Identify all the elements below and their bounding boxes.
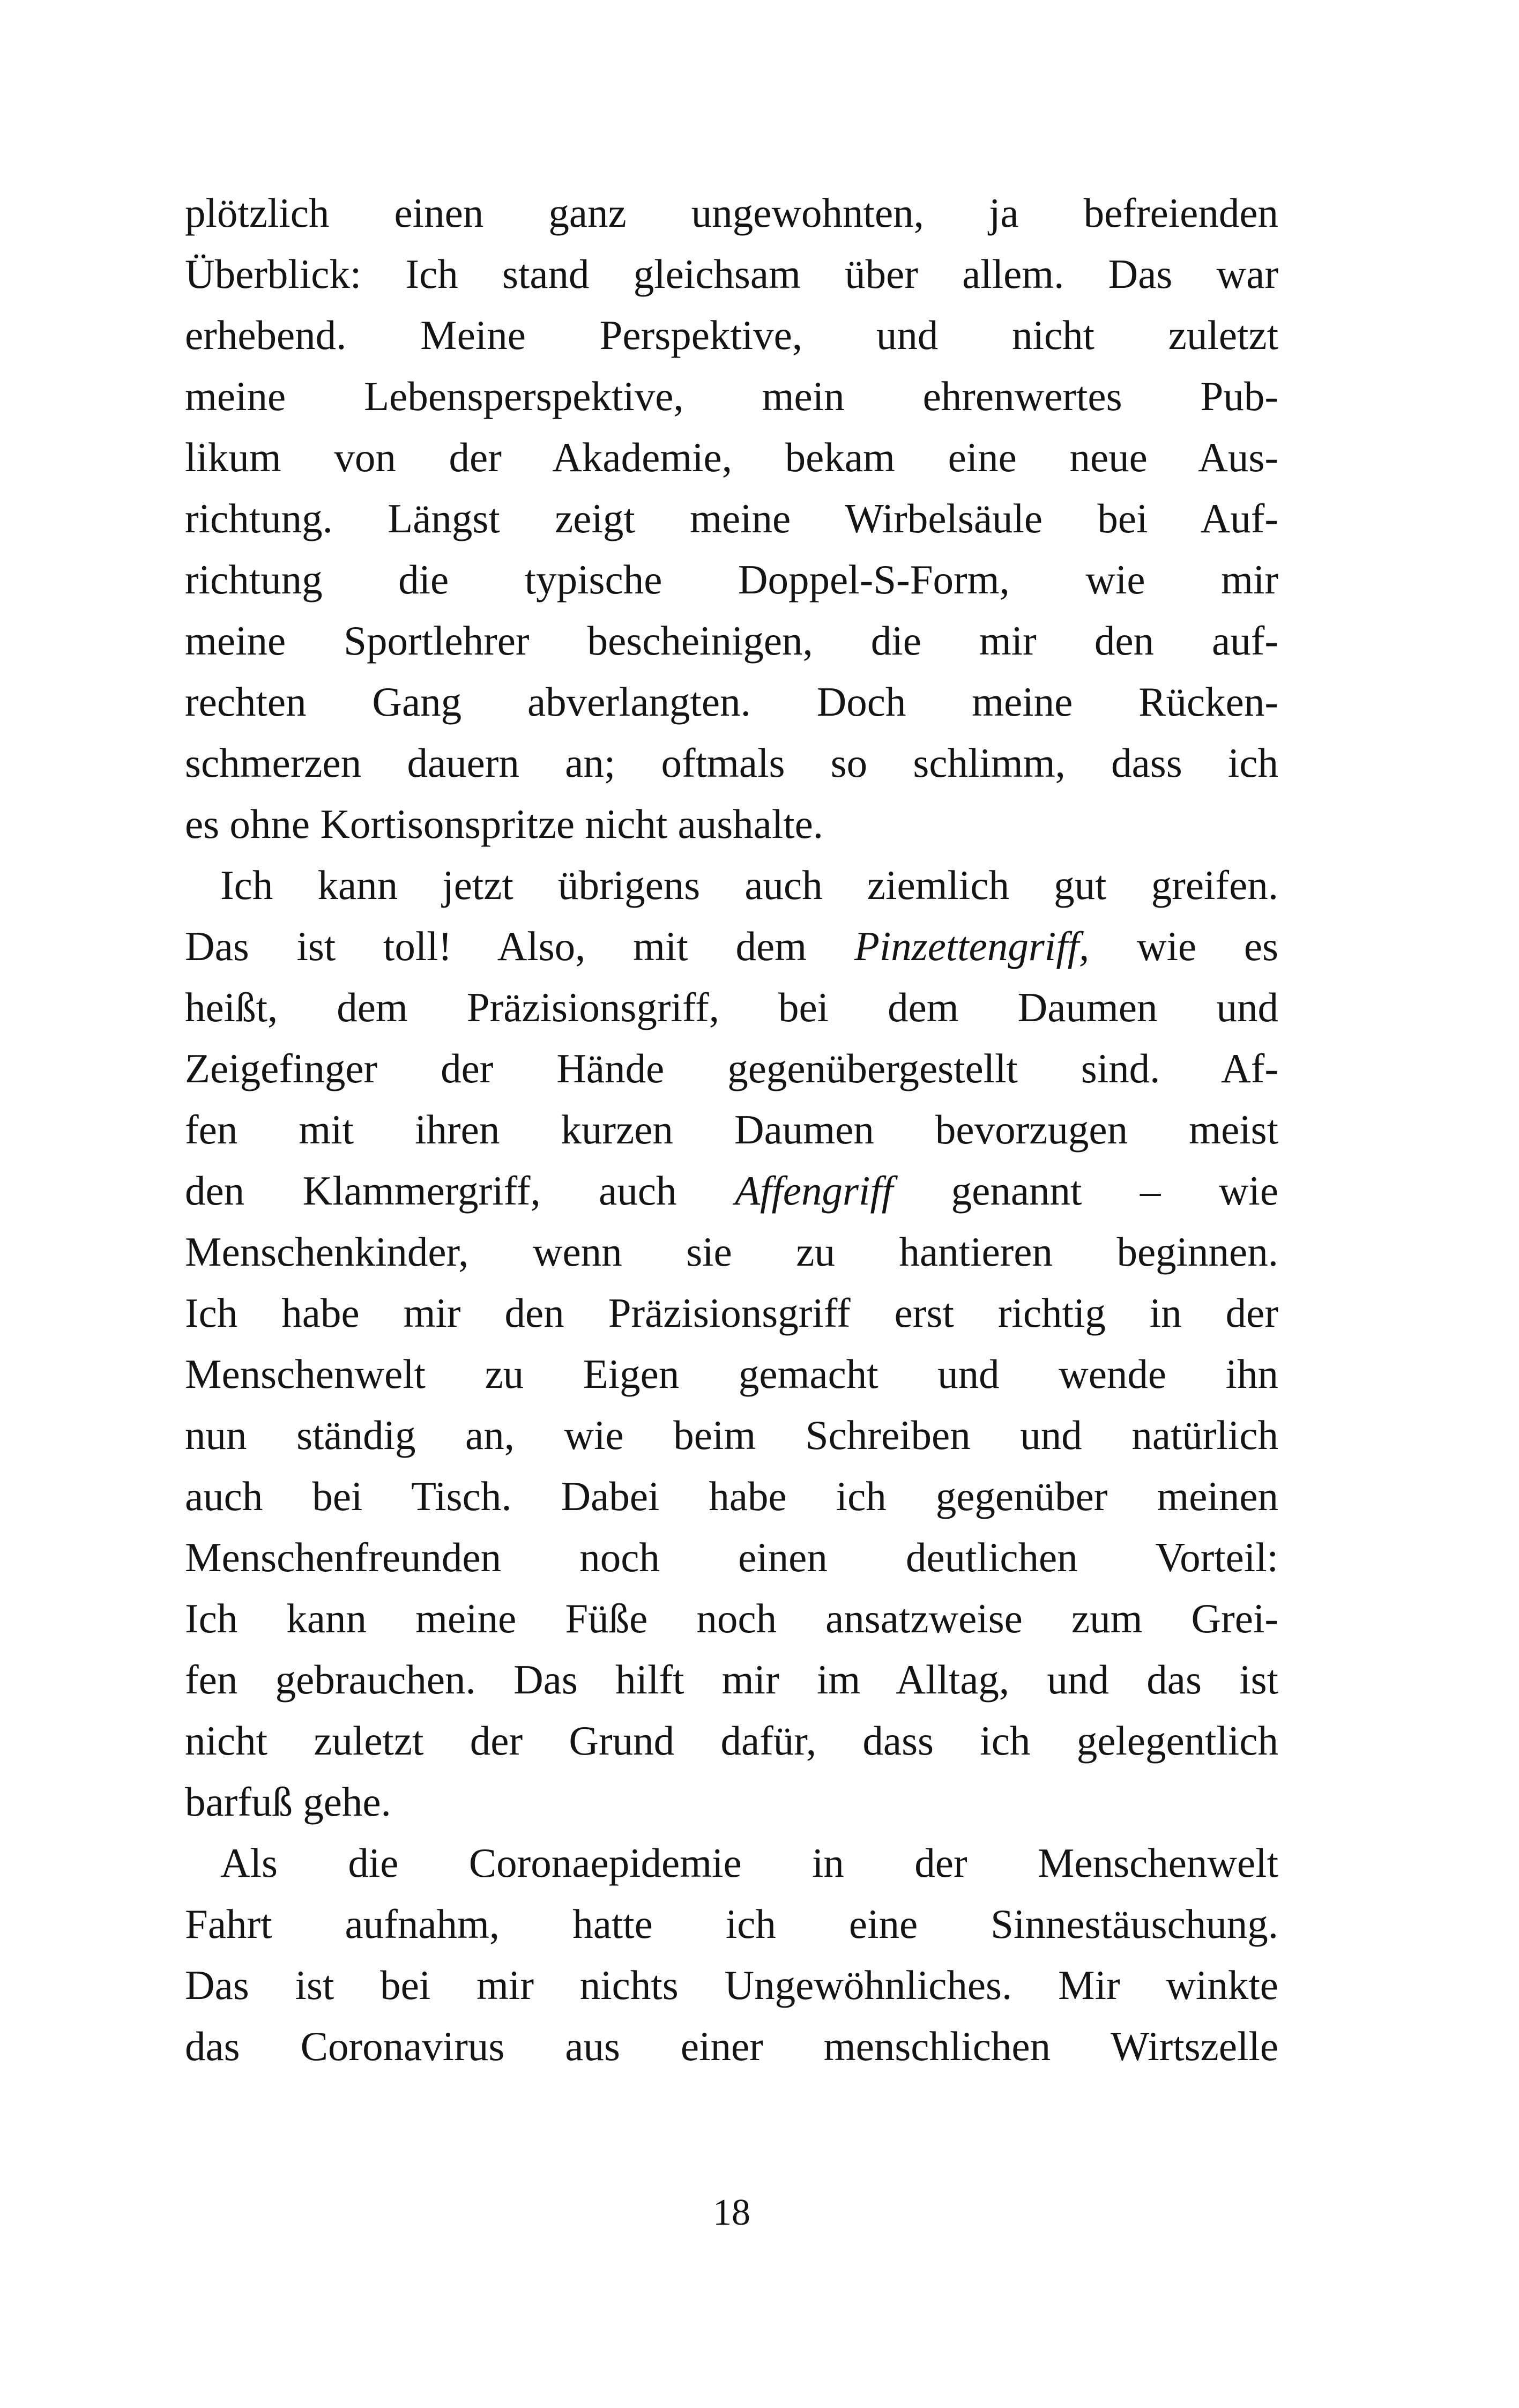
text-line [185,1954,1278,2016]
text-segment: Das ist bei mir nichts Ungewöhnliches. Mir winkte [185,1962,1278,2008]
text-segment: Zeigefinger der Hände gegenübergestellt sind. Af- [185,1045,1278,1091]
text-line [185,1343,1278,1404]
text-line [185,1221,1278,1282]
text-segment: Menschenwelt zu Eigen gemacht und wende ihn [185,1351,1278,1397]
text-segment: heißt, dem Präzisionsgriff, bei dem Daumen und [185,984,1278,1030]
text-line [185,1588,1278,1649]
text-segment: Ich kann jetzt übrigens auch ziemlich gut greifen. [220,862,1278,908]
text-segment: Menschenkinder, wenn sie zu hantieren beginnen. [185,1229,1278,1275]
text-segment: es ohne Kortisonspritze nicht aushalte. [185,801,824,847]
text-segment: Als die Coronaepidemie in der Menschenwelt [220,1840,1278,1886]
text-line [185,1649,1278,1710]
text-line [185,793,1278,854]
text-line [185,916,1278,977]
text-line [185,488,1278,549]
text-segment: nun ständig an, wie beim Schreiben und natürlich [185,1412,1278,1458]
text-line [185,549,1278,610]
text-segment: auch bei Tisch. Dabei habe ich gegenüber meinen [185,1473,1278,1519]
text-line [185,1710,1278,1771]
text-line [185,1282,1278,1343]
text-segment: barfuß gehe. [185,1779,391,1825]
text-segment: Ich habe mir den Präzisionsgriff erst richtig in der [185,1290,1278,1336]
text-segment: Fahrt aufnahm, hatte ich eine Sinnestäuschung. [185,1901,1278,1947]
page-number: 18 [713,2192,750,2233]
text-segment: wie es [1089,923,1278,969]
text-segment: nicht zuletzt der Grund dafür, dass ich gelegentlich [185,1718,1278,1764]
text-line [185,427,1278,488]
italic-text: Affengriff [735,1168,893,1214]
text-segment: den Klammergriff, auch [185,1168,735,1214]
text-line [185,1038,1278,1099]
text-segment: schmerzen dauern an; oftmals so schlimm, dass ich [185,740,1278,786]
text-segment: Überblick: Ich stand gleichsam über allem. Das war [185,251,1278,297]
text-line [185,182,1278,243]
text-line [185,366,1278,427]
text-segment: richtung die typische Doppel-S-Form, wie mir [185,556,1278,603]
text-line [185,1893,1278,1954]
text-segment: das Coronavirus aus einer menschlichen Wirtszelle [185,2023,1278,2069]
text-line [185,1404,1278,1466]
text-block [185,182,1278,2077]
text-segment: fen mit ihren kurzen Daumen bevorzugen meist [185,1106,1278,1153]
text-line [185,2016,1278,2077]
text-segment: likum von der Akademie, bekam eine neue Aus- [185,434,1278,480]
paragraph [185,182,1278,854]
paragraph [185,854,1278,1832]
text-line [185,1160,1278,1221]
text-segment: Ich kann meine Füße noch ansatzweise zum Grei- [185,1595,1278,1641]
text-segment: Das ist toll! Also, mit dem [185,923,854,969]
text-segment: genannt – wie [893,1168,1278,1214]
text-line [185,243,1278,304]
text-segment: plötzlich einen ganz ungewohnten, ja befreienden [185,190,1278,236]
text-line [185,1099,1278,1160]
text-line [185,977,1278,1038]
text-segment: Menschenfreunden noch einen deutlichen Vorteil: [185,1534,1278,1580]
text-segment: erhebend. Meine Perspektive, und nicht zuletzt [185,312,1278,358]
text-line [185,1771,1278,1832]
text-segment: meine Sportlehrer bescheinigen, die mir den auf- [185,618,1278,664]
text-line [185,1527,1278,1588]
text-line [185,1466,1278,1527]
text-segment: fen gebrauchen. Das hilft mir im Alltag, und das ist [185,1656,1278,1703]
text-line [185,304,1278,366]
text-segment: rechten Gang abverlangten. Doch meine Rücken- [185,679,1278,725]
text-segment: meine Lebensperspektive, mein ehrenwertes Pub- [185,373,1278,419]
text-line [185,732,1278,793]
text-line [185,854,1278,916]
text-line [185,610,1278,671]
text-segment: richtung. Längst zeigt meine Wirbelsäule bei Auf- [185,495,1278,541]
text-line [185,1832,1278,1893]
text-line [185,671,1278,732]
paragraph [185,1832,1278,2077]
italic-text: Pinzettengriff, [854,923,1090,969]
